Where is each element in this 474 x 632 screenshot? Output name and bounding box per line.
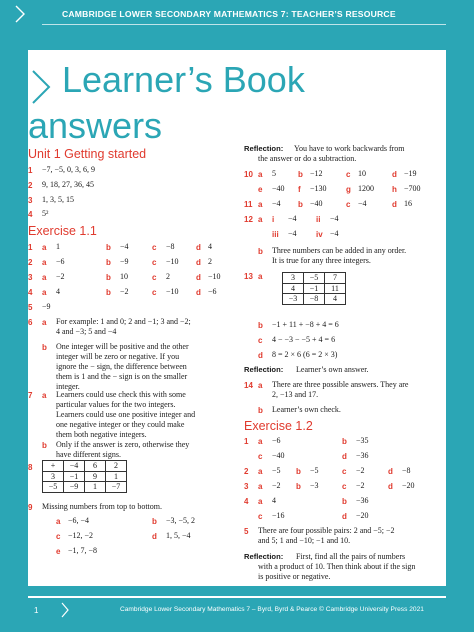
- answer-value: −8: [402, 466, 411, 475]
- footer-copyright: Cambridge Lower Secondary Mathematics 7 – Byrd, Byrd & Pearce © Cambridge University Press 2021: [120, 606, 424, 613]
- question-number: 7: [28, 391, 33, 400]
- grid-cell: −1: [304, 283, 325, 294]
- grid-cell: 11: [325, 283, 346, 294]
- running-header: [0, 0, 474, 30]
- part-label: b: [258, 247, 263, 256]
- part-label: d: [388, 482, 393, 491]
- answer-text: 2, −13 and 17.: [272, 390, 319, 399]
- header-rule: [42, 24, 446, 25]
- part-label: d: [196, 288, 201, 297]
- header-title: CAMBRIDGE LOWER SECONDARY MATHEMATICS 7: TEACHER’S RESOURCE: [62, 9, 396, 19]
- question-number: 6: [28, 318, 33, 327]
- answer-value: −4: [288, 214, 297, 223]
- part-label: d: [342, 512, 347, 521]
- part-label: a: [258, 272, 263, 281]
- answer-value: 4: [272, 496, 276, 505]
- part-label: a: [42, 288, 47, 297]
- grid-cell: 7: [325, 273, 346, 284]
- part-label: a: [258, 467, 263, 476]
- answer-text: one negative integer or they could make: [56, 420, 185, 429]
- answer-value: 8 = 2 × 6 (6 = 2 × 3): [272, 350, 338, 359]
- answer-value: −12, −2: [68, 531, 94, 540]
- reflection-text: First, find all the pairs of numbers: [296, 552, 406, 561]
- grid-cell: 1: [85, 482, 106, 493]
- part-label: d: [196, 243, 201, 252]
- part-label: d: [388, 467, 393, 476]
- part-label: c: [258, 336, 263, 345]
- part-label: a: [42, 318, 47, 327]
- grid-cell: −1: [64, 471, 85, 482]
- part-label: c: [152, 243, 157, 252]
- answer-text: −7, −5, 0, 3, 6, 9: [42, 165, 96, 174]
- answer-value: −2: [272, 481, 281, 490]
- answer-value: 4: [56, 287, 60, 296]
- answer-text: 1, 3, 5, 15: [42, 195, 74, 204]
- answer-text: integer will be zero or negative. If you: [56, 352, 180, 361]
- reflection-label: Reflection:: [244, 144, 284, 153]
- part-label: c: [342, 482, 347, 491]
- grid-cell: −9: [64, 482, 85, 493]
- answer-value: −8: [166, 242, 175, 251]
- part-label: a: [258, 437, 263, 446]
- answer-text: Missing numbers from top to bottom.: [42, 502, 162, 511]
- answer-text: There are four possible pairs: 2 and −5; −2: [258, 526, 395, 535]
- answer-text: It is true for any three integers.: [272, 256, 371, 265]
- answer-text: integer.: [56, 382, 80, 391]
- unit-heading: Unit 1 Getting started: [28, 147, 147, 161]
- answer-text: 5²: [42, 209, 49, 218]
- part-label: b: [342, 437, 347, 446]
- question-number: 10: [244, 170, 253, 179]
- answer-value: −9: [120, 257, 129, 266]
- exercise-heading: Exercise 1.2: [244, 419, 313, 433]
- addition-grid: [42, 460, 127, 493]
- question-number: 2: [28, 181, 33, 190]
- chevron-right-icon: [14, 5, 26, 23]
- answer-value: −6: [56, 257, 65, 266]
- answer-value: 4 − −3 − −5 + 4 = 6: [272, 335, 336, 344]
- question-number: 1: [28, 243, 33, 252]
- answer-value: −700: [404, 184, 421, 193]
- answer-value: −4: [330, 214, 339, 223]
- part-label: b: [298, 170, 303, 179]
- grid-cell: 1: [106, 471, 127, 482]
- grid-cell: 4: [325, 294, 346, 305]
- part-label: e: [56, 547, 61, 556]
- part-label: f: [298, 185, 301, 194]
- answer-value: 1200: [358, 184, 374, 193]
- answer-value: 1, 5, −4: [166, 531, 191, 540]
- answer-value: −1, 7, −8: [68, 546, 98, 555]
- grid-cell: −8: [304, 294, 325, 305]
- question-number: 4: [244, 497, 249, 506]
- question-number: 14: [244, 381, 253, 390]
- question-number: 13: [244, 272, 253, 281]
- part-label: b: [106, 258, 111, 267]
- page-title-line2: answers: [28, 105, 163, 146]
- reflection-label: Reflection:: [244, 552, 284, 561]
- answer-value: −20: [356, 511, 369, 520]
- question-number: 3: [28, 273, 33, 282]
- answer-value: −9: [42, 302, 51, 311]
- part-label: d: [392, 170, 397, 179]
- answer-text: particular values for the two integers.: [56, 400, 176, 409]
- question-number: 1: [28, 166, 33, 175]
- answer-value: 10: [120, 272, 128, 281]
- answer-value: −36: [356, 451, 369, 460]
- answer-value: −40: [272, 184, 285, 193]
- answer-value: −6, −4: [68, 516, 90, 525]
- answer-value: −1 + 11 + −8 + 4 = 6: [272, 320, 339, 329]
- question-number: 12: [244, 215, 253, 224]
- grid-cell: −7: [106, 482, 127, 493]
- part-label: d: [196, 258, 201, 267]
- part-label: c: [342, 467, 347, 476]
- part-label: a: [42, 391, 47, 400]
- question-number: 5: [244, 527, 249, 536]
- answer-text: Only if the answer is zero, otherwise they: [56, 440, 190, 449]
- answer-value: 10: [358, 169, 366, 178]
- part-label: d: [152, 532, 157, 541]
- answer-text: For example: 1 and 0; 2 and −1; 3 and −2;: [56, 317, 191, 326]
- reflection-text: Learner’s own answer.: [296, 365, 369, 374]
- answer-value: 5: [272, 169, 276, 178]
- part-label: b: [42, 441, 47, 450]
- answer-value: −3, −5, 2: [166, 516, 196, 525]
- part-label: d: [196, 273, 201, 282]
- grid-cell: 4: [283, 283, 304, 294]
- page-title-line1: Learner’s Book: [62, 59, 305, 100]
- part-label: b: [298, 200, 303, 209]
- answer-text: There are three possible answers. They are: [272, 380, 409, 389]
- question-number: 3: [244, 482, 249, 491]
- reflection-text: [244, 365, 283, 376]
- answer-text: them is 1 and the − sign is on the smaller: [56, 372, 188, 381]
- question-number: 8: [28, 463, 33, 472]
- question-number: 2: [244, 467, 249, 476]
- part-label: b: [152, 517, 157, 526]
- part-label: b: [296, 482, 301, 491]
- part-label: a: [42, 243, 47, 252]
- part-label: d: [258, 351, 263, 360]
- answer-text: them both negative integers.: [56, 430, 147, 439]
- part-label: c: [56, 532, 61, 541]
- part-label: a: [42, 258, 47, 267]
- part-label: b: [106, 243, 111, 252]
- subpart-label: i: [272, 215, 275, 224]
- answer-value: 1: [56, 242, 60, 251]
- grid-cell: −4: [64, 461, 85, 472]
- part-label: c: [346, 170, 351, 179]
- grid-cell: 6: [85, 461, 106, 472]
- answer-value: −10: [166, 257, 179, 266]
- answer-value: −20: [402, 481, 415, 490]
- part-label: c: [152, 258, 157, 267]
- part-label: a: [258, 215, 263, 224]
- grid-cell: 3: [43, 471, 64, 482]
- answer-value: −130: [310, 184, 327, 193]
- reflection-text: with a product of 10. Then think about if the sign: [258, 562, 416, 571]
- part-label: e: [258, 185, 263, 194]
- part-label: a: [42, 273, 47, 282]
- answer-text: Three numbers can be added in any order.: [272, 246, 407, 255]
- answer-value: −4: [272, 199, 281, 208]
- chevron-right-icon: [28, 68, 54, 106]
- answer-value: 4: [208, 242, 212, 251]
- part-label: a: [56, 517, 61, 526]
- answer-value: −2: [356, 466, 365, 475]
- answer-value: −3: [310, 481, 319, 490]
- grid-cell: 2: [106, 461, 127, 472]
- answer-value: −2: [120, 287, 129, 296]
- part-label: b: [106, 273, 111, 282]
- answer-value: −5: [310, 466, 319, 475]
- grid-cell: 9: [85, 471, 106, 482]
- answer-text: Learners could use check this with some: [56, 390, 186, 399]
- answer-text: 9, 18, 27, 36, 45: [42, 180, 94, 189]
- part-label: a: [258, 381, 263, 390]
- reflection-text: You have to work backwards from: [294, 144, 405, 153]
- part-label: a: [258, 482, 263, 491]
- grid-cell: 3: [283, 273, 304, 284]
- part-label: a: [258, 497, 263, 506]
- answer-text: ignore the − sign, the difference between: [56, 362, 187, 371]
- part-label: c: [346, 200, 351, 209]
- answer-value: −40: [310, 199, 323, 208]
- answer-text: Learner’s own check.: [272, 405, 341, 414]
- part-label: b: [42, 343, 47, 352]
- part-label: b: [342, 497, 347, 506]
- answer-value: −6: [208, 287, 217, 296]
- footer: [0, 598, 474, 632]
- answer-value: −2: [56, 272, 65, 281]
- answer-value: −2: [356, 481, 365, 490]
- page-number: 1: [34, 606, 39, 615]
- part-label: a: [258, 200, 263, 209]
- part-label: d: [342, 452, 347, 461]
- reflection-label: Reflection:: [244, 365, 284, 374]
- answer-text: Learners could use one positive integer and: [56, 410, 196, 419]
- grid-cell: −5: [304, 273, 325, 284]
- footer-band: [28, 586, 446, 596]
- answer-value: −36: [356, 496, 369, 505]
- question-number: 2: [28, 258, 33, 267]
- exercise-heading: Exercise 1.1: [28, 224, 97, 238]
- part-label: g: [346, 185, 351, 194]
- question-number: 11: [244, 200, 253, 209]
- answer-text: One integer will be positive and the other: [56, 342, 189, 351]
- answer-value: −4: [120, 242, 129, 251]
- grid-cell: −3: [283, 294, 304, 305]
- answer-value: −16: [272, 511, 285, 520]
- answer-text: and 5; 1 and −10; −1 and 10.: [258, 536, 351, 545]
- question-number: 4: [28, 210, 33, 219]
- question-number: 5: [28, 303, 33, 312]
- answer-value: −6: [272, 436, 281, 445]
- answer-value: 2: [208, 257, 212, 266]
- answer-text: 4 and −3; 5 and −4: [56, 327, 117, 336]
- answer-value: −5: [272, 466, 281, 475]
- part-label: h: [392, 185, 397, 194]
- answer-value: −19: [404, 169, 417, 178]
- part-label: a: [258, 170, 263, 179]
- question-number: 9: [28, 503, 33, 512]
- subpart-label: iv: [316, 230, 323, 239]
- part-label: d: [392, 200, 397, 209]
- question-number: 4: [28, 288, 33, 297]
- part-label: c: [258, 512, 263, 521]
- answer-value: −10: [208, 272, 221, 281]
- reflection-text: is positive or negative.: [258, 572, 331, 581]
- answer-text: have different signs.: [56, 450, 121, 459]
- question-number: 3: [28, 196, 33, 205]
- answer-value: −35: [356, 436, 369, 445]
- number-grid: [282, 272, 346, 305]
- answer-value: 2: [166, 272, 170, 281]
- reflection-text: the answer or do a subtraction.: [258, 154, 357, 163]
- part-label: c: [152, 288, 157, 297]
- part-label: b: [258, 406, 263, 415]
- part-label: b: [258, 321, 263, 330]
- answer-value: −4: [358, 199, 367, 208]
- grid-cell: −5: [43, 482, 64, 493]
- answer-value: −4: [330, 229, 339, 238]
- chevron-right-icon: [60, 602, 70, 618]
- part-label: c: [152, 273, 157, 282]
- part-label: b: [296, 467, 301, 476]
- subpart-label: iii: [272, 230, 279, 239]
- grid-cell: +: [43, 461, 64, 472]
- answer-value: −4: [288, 229, 297, 238]
- part-label: c: [258, 452, 263, 461]
- question-number: 1: [244, 437, 249, 446]
- answer-value: −40: [272, 451, 285, 460]
- answer-value: 16: [404, 199, 412, 208]
- answer-value: −10: [166, 287, 179, 296]
- answer-value: −12: [310, 169, 323, 178]
- subpart-label: ii: [316, 215, 321, 224]
- part-label: b: [106, 288, 111, 297]
